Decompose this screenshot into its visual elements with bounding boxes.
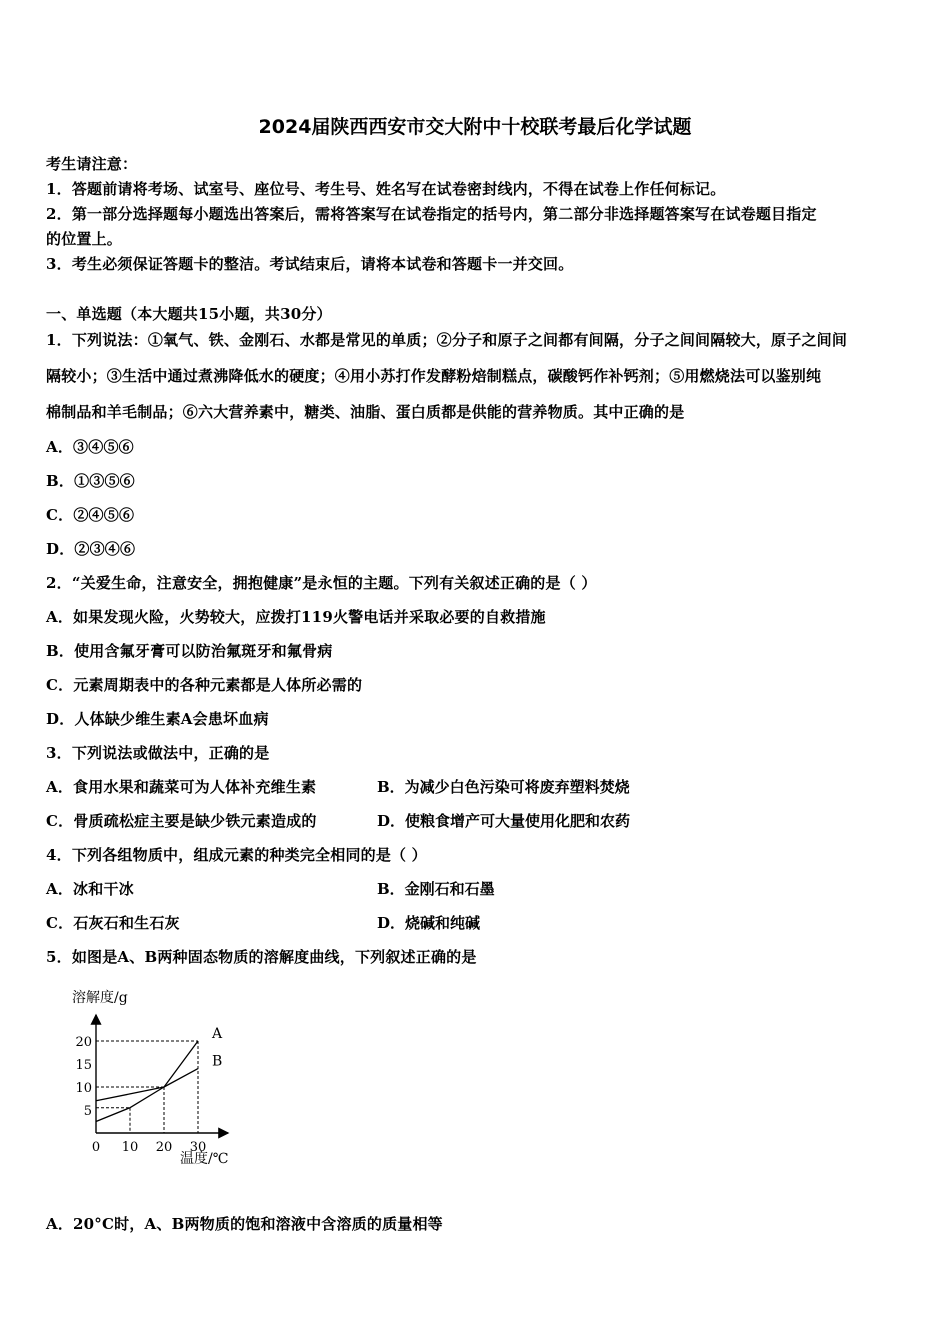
answer-option: B．金刚石和石墨 (377, 880, 495, 898)
notice-item: 2．第一部分选择题每小题选出答案后，需将答案写在试卷指定的括号内，第二部分非选择题答案写在试卷题目指定 (46, 205, 817, 223)
question-stem: 2．“关爱生命，注意安全，拥抱健康”是永恒的主题。下列有关叙述正确的是（ ） (46, 574, 597, 592)
series-A-line (96, 1041, 198, 1122)
answer-option: A．如果发现火险，火势较大，应拨打119火警电话并采取必要的自救措施 (46, 608, 546, 626)
answer-option: C．石灰石和生石灰 (46, 914, 180, 932)
answer-option: A．食用水果和蔬菜可为人体补充维生素 (46, 778, 317, 796)
answer-option: B．①③⑤⑥ (46, 472, 135, 490)
x-tick-label: 0 (91, 1140, 101, 1155)
series-A-label: A (212, 1026, 223, 1042)
answer-option: D．人体缺少维生素A会患坏血病 (46, 710, 269, 728)
answer-option: C．骨质疏松症主要是缺少铁元素造成的 (46, 812, 317, 830)
series-B-line (96, 1069, 198, 1101)
answer-option: D．烧碱和纯碱 (377, 914, 481, 932)
answer-option: D．使粮食增产可大量使用化肥和农药 (377, 812, 631, 830)
answer-option: B．使用含氟牙膏可以防治氟斑牙和氟骨病 (46, 642, 333, 660)
question-stem: 4．下列各组物质中，组成元素的种类完全相同的是（ ） (46, 846, 427, 864)
x-axis-label: 温度/℃ (180, 1151, 229, 1167)
section-heading: 一、单选题（本大题共15小题，共30分） (46, 305, 332, 323)
notice-item: 3．考生必须保证答题卡的整洁。考试结束后，请将本试卷和答题卡一并交回。 (46, 255, 574, 273)
answer-option: D．②③④⑥ (46, 540, 136, 558)
question-line: 棉制品和羊毛制品；⑥六大营养素中，糖类、油脂、蛋白质都是供能的营养物质。其中正确的是 (46, 403, 685, 421)
y-tick-label: 5 (83, 1104, 92, 1119)
answer-option: A．③④⑤⑥ (46, 438, 134, 456)
series-B-label: B (212, 1053, 223, 1070)
x-tick-label: 20 (155, 1140, 173, 1155)
answer-option: B．为减少白色污染可将废弃塑料焚烧 (377, 778, 630, 796)
page-title: 2024届陕西西安市交大附中十校联考最后化学试题 (258, 116, 692, 138)
y-tick-label: 15 (75, 1058, 92, 1073)
notice-heading: 考生请注意： (46, 155, 138, 173)
x-tick-label: 30 (189, 1140, 207, 1155)
notice-item: 1．答题前请将考场、试室号、座位号、考生号、姓名写在试卷密封线内，不得在试卷上作任何标记。 (46, 180, 726, 198)
y-axis-label: 溶解度/g (72, 990, 128, 1006)
question-stem: 3．下列说法或做法中，正确的是 (46, 744, 270, 762)
y-tick-label: 20 (75, 1035, 92, 1050)
question-stem: 5．如图是A、B两种固态物质的溶解度曲线，下列叙述正确的是 (46, 948, 477, 966)
question-line: 隔较小；③生活中通过煮沸降低水的硬度；④用小苏打作发酵粉焙制糕点，碳酸钙作补钙剂；⑤用燃烧法可以鉴别纯 (46, 367, 822, 385)
x-tick-label: 10 (121, 1140, 139, 1155)
notice-item: 的位置上。 (46, 230, 123, 248)
answer-option: A．20°C时，A、B两物质的饱和溶液中含溶质的质量相等 (46, 1215, 443, 1233)
answer-option: A．冰和干冰 (46, 880, 134, 898)
question-line: 1．下列说法：①氧气、铁、金刚石、水都是常见的单质；②分子和原子之间都有间隔，分子之间间隔较大，原子之间间 (46, 331, 848, 349)
answer-option: C．元素周期表中的各种元素都是人体所必需的 (46, 676, 363, 694)
answer-option: C．②④⑤⑥ (46, 506, 135, 524)
y-tick-label: 10 (75, 1081, 92, 1096)
solubility-chart (60, 980, 250, 1170)
